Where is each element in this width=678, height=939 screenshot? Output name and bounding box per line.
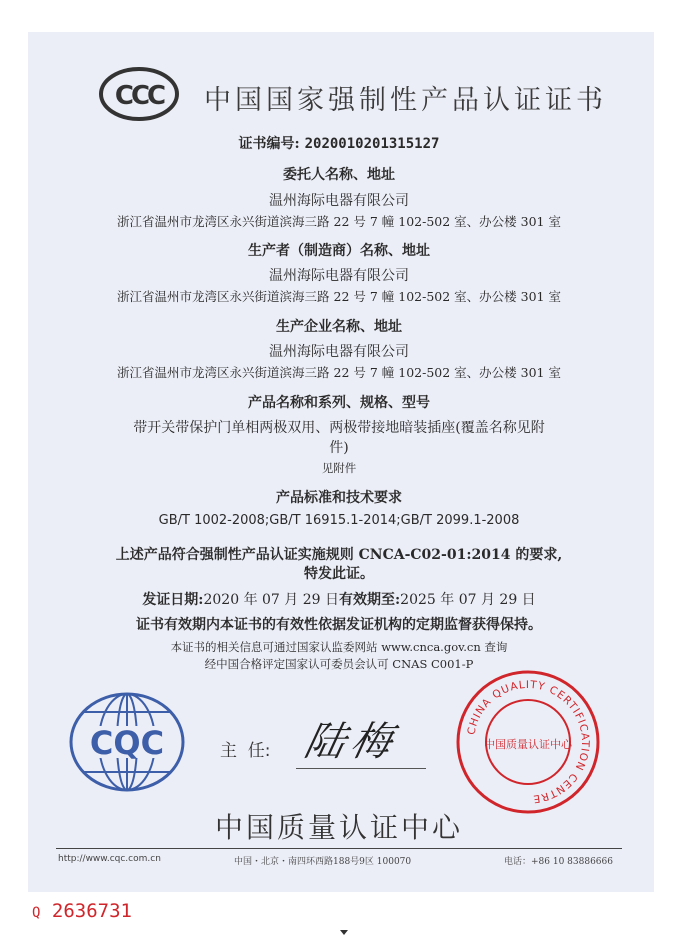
serial-number: 2636731 [51, 900, 132, 922]
footer-divider [56, 848, 622, 849]
expiry-date: 2025 年 07 月 29 日 [400, 592, 536, 608]
dates-line [0, 589, 678, 609]
conformity-line-1: 上述产品符合强制性产品认证实施规则 CNCA-C02-01:2014 的要求, [115, 547, 563, 563]
issuer-name: 中国质量认证中心 [214, 811, 463, 844]
product-line-1: 带开关带保护门单相两极双用、两极带接地暗装插座(覆盖名称见附 [133, 420, 545, 436]
director-label: 主 任: [220, 741, 271, 761]
standards-value: GB/T 1002-2008;GB/T 16915.1-2014;GB/T 2099.1-2008 [158, 513, 520, 528]
cqc-logo [66, 690, 188, 794]
ccc-logo [98, 66, 180, 122]
product-attachment-note: 见附件 [321, 461, 357, 475]
ccc-logo-text: CCC [114, 81, 164, 111]
footer-phone: 电话：+86 10 83886666 [504, 857, 613, 867]
client-heading: 委托人名称、地址 [283, 167, 395, 183]
scroll-down-arrow-icon [340, 930, 348, 935]
certificate-title: 中国国家强制性产品认证证书 [204, 85, 607, 116]
client-address: 浙江省温州市龙湾区永兴街道滨海三路 22 号 7 幢 102-502 室、办公楼 301 室 [117, 214, 561, 229]
stamp-inner-text: 中国质量认证中心 [484, 738, 572, 751]
signature-line [296, 768, 426, 769]
manufacturer-heading: 生产者（制造商）名称、地址 [248, 243, 430, 259]
issue-date-label: 发证日期: [142, 592, 204, 608]
factory-name: 温州海际电器有限公司 [269, 344, 409, 360]
client-name: 温州海际电器有限公司 [269, 193, 409, 209]
certification-stamp [454, 668, 602, 816]
certificate-number-line [0, 133, 678, 153]
stamp-outer-text: CHINA QUALITY CERTIFICATION CENTRE [465, 678, 592, 805]
validity-note: 证书有效期内本证书的有效性依据发证机构的定期监督获得保持。 [136, 617, 542, 633]
manufacturer-address: 浙江省温州市龙湾区永兴街道滨海三路 22 号 7 幢 102-502 室、办公楼 301 室 [117, 289, 561, 304]
signature [298, 708, 418, 768]
certificate-number-label: 证书编号: [238, 136, 300, 152]
info-line-1: 本证书的相关信息可通过国家认监委网站 www.cnca.gov.cn 查询 [170, 640, 508, 654]
cqc-logo-text: CQC [89, 724, 165, 762]
certificate-number: 2020010201315127 [304, 136, 440, 152]
footer-address: 中国・北京・南四环西路188号9区 100070 [234, 857, 412, 867]
conformity-line-2: 特发此证。 [304, 566, 374, 582]
manufacturer-name: 温州海际电器有限公司 [269, 268, 409, 284]
info-line-2: 经中国合格评定国家认可委员会认可 CNAS C001-P [204, 657, 474, 671]
serial-prefix: Q [32, 905, 41, 921]
product-line-2: 件) [329, 440, 349, 456]
expiry-date-label: 有效期至: [339, 592, 401, 608]
signature-text: 陆梅 [300, 719, 403, 765]
factory-address: 浙江省温州市龙湾区永兴街道滨海三路 22 号 7 幢 102-502 室、办公楼 301 室 [117, 365, 561, 380]
serial-number-line [32, 900, 132, 922]
standards-heading: 产品标准和技术要求 [276, 490, 402, 506]
issue-date: 2020 年 07 月 29 日 [203, 592, 339, 608]
product-heading: 产品名称和系列、规格、型号 [248, 395, 430, 411]
factory-heading: 生产企业名称、地址 [276, 319, 402, 335]
footer-website: http://www.cqc.com.cn [58, 854, 161, 864]
